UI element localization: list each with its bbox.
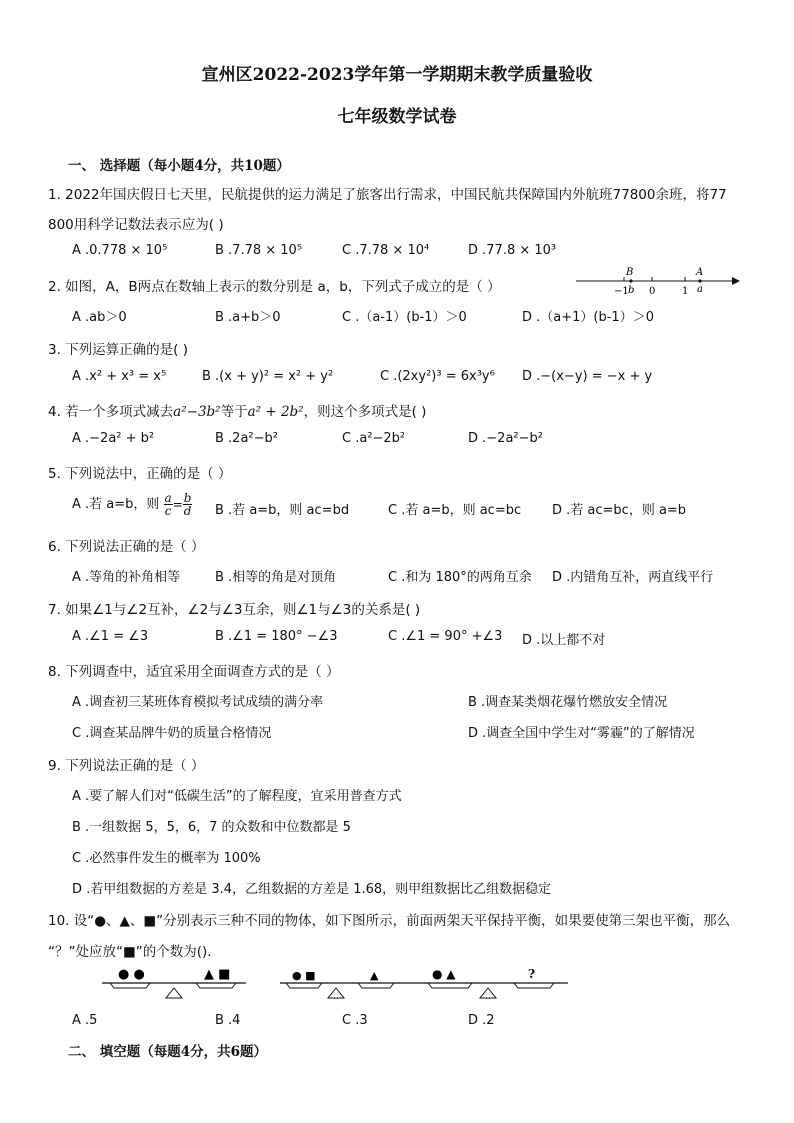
label-a: a [697,284,703,295]
balance-scale-1 [100,964,250,1004]
q7-option-b: B .∠1 = 180° −∠3 [215,629,338,644]
q1-stem-line1: 1. 2022年国庆假日七天里，民航提供的运力满足了旅客出行需求，中国民航共保障国内外航班77800余班，将77 [48,187,727,203]
q5-frac1-den: c [164,504,172,518]
q5-frac2-den: d [183,504,192,518]
label-one: 1 [682,286,689,297]
exam-subtitle: 七年级数学试卷 [337,107,457,127]
q4-option-c: C .a²−2b² [342,431,406,446]
q3-option-d: D .−(x−y) = −x + y [522,369,653,384]
scale1-left-objects: ● ● [118,967,145,982]
q10-stem-line1: 10. 设“●、▲、■”分别表示三种不同的物体，如下图所示，前面两架天平保持平衡，如果要使第三架也平衡，那么 [48,913,731,929]
number-line-arrow [732,277,740,285]
q10-option-c: C .3 [342,1013,368,1028]
q7-option-a: A .∠1 = ∠3 [72,629,149,644]
q4-stem-post: ，则这个多项式是( ) [303,404,427,420]
q3-stem: 3. 下列运算正确的是( ) [48,342,188,358]
q5-fraction-b-over-d [183,492,193,517]
q2-stem: 2. 如图，A，B两点在数轴上表示的数分别是 a，b，下列式子成立的是（ ） [48,279,501,295]
q9-option-b: B .一组数据 5，5，6，7 的众数和中位数都是 5 [72,820,351,835]
q8-option-d: D .调查全国中学生对“雾霾”的了解情况 [468,726,695,741]
q1-option-a: A .0.778 × 10⁵ [72,243,168,258]
q1-option-c: C .7.78 × 10⁴ [342,243,430,258]
scale3-right-objects: ? [528,967,536,981]
q4-option-d: D .−2a²−b² [468,431,543,446]
q1-option-b: B .7.78 × 10⁵ [215,243,303,258]
q5-option-a-text: A .若 a=b，则 [72,497,160,512]
q7-option-c: C .∠1 = 90° +∠3 [388,629,503,644]
label-minus-one: −1 [614,286,629,297]
scale2-right-objects: ▲ [370,969,379,982]
q2-option-d: D .（a+1）(b-1）＞0 [522,310,654,325]
label-B: B [626,267,634,278]
q10-option-b: B .4 [215,1013,241,1028]
q4-stem-expr1: a²−3b² [173,404,221,420]
q1-option-d: D .77.8 × 10³ [468,243,557,258]
q4-stem [48,400,426,420]
q3-option-b: B .(x + y)² = x² + y² [202,369,334,384]
label-b: b [628,285,635,296]
q8-stem: 8. 下列调查中，适宜采用全面调查方式的是（ ） [48,664,340,680]
section-heading-choice: 一、 选择题（每小题4分，共10题） [68,158,290,174]
label-A: A [696,267,704,278]
exam-title: 宣州区2022-2023学年第一学期期末教学质量验收 [201,65,593,85]
q5-stem: 5. 下列说法中，正确的是（ ） [48,466,232,482]
q8-option-a: A .调查初三某班体育模拟考试成绩的满分率 [72,695,324,710]
q4-option-b: B .2a²−b² [215,431,278,446]
q10-option-d: D .2 [468,1013,495,1028]
q9-option-a: A .要了解人们对“低碳生活”的了解程度，宜采用普查方式 [72,789,402,804]
q8-option-b: B .调查某类烟花爆竹燃放安全情况 [468,695,668,710]
q9-stem: 9. 下列说法正确的是（ ） [48,758,205,774]
q5-option-a: A .若 a=b，则 $\frac{a}{c}$ = $\frac{b}{d}$ [72,491,192,518]
scale2-left-objects: ● ■ [292,969,316,982]
q10-stem-line2: “？”处应放“■”的个数为(). [48,944,212,960]
q7-stem: 7. 如果∠1与∠2互补，∠2与∠3互余，则∠1与∠3的关系是( ) [48,602,421,618]
q6-option-a: A .等角的补角相等 [72,570,181,585]
q6-option-b: B .相等的角是对顶角 [215,570,337,585]
q2-option-a: A .ab＞0 [72,310,127,325]
q8-option-c: C .调查某品牌牛奶的质量合格情况 [72,726,272,741]
q7-option-d: D .以上都不对 [522,633,606,648]
q9-option-c: C .必然事件发生的概率为 100% [72,851,261,866]
point-a [698,279,701,282]
scale3-left-objects: ● ▲ [432,967,456,981]
q6-option-c: C .和为 180°的两角互余 [388,570,532,585]
q5-option-b: B .若 a=b，则 ac=bd [215,503,350,518]
scale1-right-objects: ▲ ■ [204,967,231,982]
q2-option-b: B .a+b＞0 [215,310,281,325]
q9-option-d: D .若甲组数据的方差是 3.4，乙组数据的方差是 1.68，则甲组数据比乙组数据稳定 [72,882,552,897]
q5-frac1-num: a [164,491,172,505]
number-line-figure [572,265,742,299]
q4-stem-mid: 等于 [220,404,248,420]
q3-option-c: C .(2xy²)³ = 6x³y⁶ [380,369,495,384]
q5-option-d: D .若 ac=bc，则 a=b [552,503,687,518]
q6-stem: 6. 下列说法正确的是（ ） [48,539,205,555]
q4-stem-expr2: a² + 2b² [247,404,304,420]
q4-stem-pre: 4. 若一个多项式减去 [48,404,174,420]
q5-frac2-num: b [183,491,192,505]
q5-option-c: C .若 a=b，则 ac=bc [388,503,522,518]
q10-option-a: A .5 [72,1013,98,1028]
q3-option-a: A .x² + x³ = x⁵ [72,369,167,384]
label-zero: 0 [649,286,656,297]
section-heading-fill: 二、 填空题（每题4分，共6题） [68,1044,267,1060]
q2-option-c: C .（a-1）(b-1）＞0 [342,310,467,325]
balance-scale-3 [422,964,572,1004]
point-b [629,279,632,282]
q5-fraction-a-over-c [164,492,173,517]
q1-stem-line2: 800用科学记数法表示应为( ) [48,217,224,233]
balance-scale-2 [278,964,428,1004]
q6-option-d: D .内错角互补，两直线平行 [552,570,714,585]
q4-option-a: A .−2a² + b² [72,431,155,446]
